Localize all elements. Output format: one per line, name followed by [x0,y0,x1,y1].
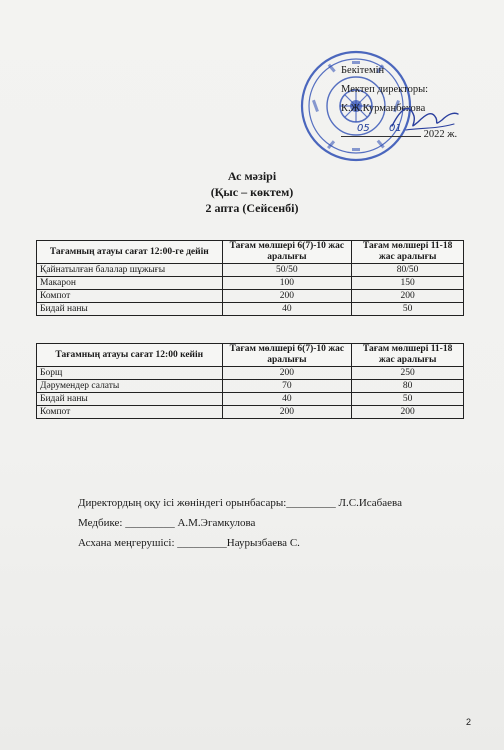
approval-position: Мектеп директоры: [341,84,429,95]
dish-name: Компот [37,290,223,303]
dish-name: Бидай наны [37,393,223,406]
portion-6-10: 200 [222,290,352,303]
approval-name: К.Ж.Курманбекова [341,103,426,114]
title-line-1: Ас мәзірі [227,169,277,183]
title-line-3: 2 апта (Сейсенбі) [205,201,299,215]
nurse-line: Медбике: _________ А.М.Эгамкулова [78,517,256,529]
after-noon-menu-table [36,343,464,419]
table-header-row [37,344,464,367]
header-dish-name: Тағамның атауы сағат 12:00 кейін [37,344,223,367]
menu-title [0,168,504,216]
portion-6-10: 70 [222,380,352,393]
portion-6-10: 50/50 [222,264,352,277]
portion-11-18: 150 [352,277,464,290]
dish-name: Борщ [37,367,223,380]
portion-11-18: 50 [352,393,464,406]
portion-6-10: 200 [222,406,352,419]
date-blank [341,126,421,137]
date-month: 01 [389,123,402,134]
table-row [37,367,464,380]
portion-6-10: 40 [222,303,352,316]
portion-6-10: 200 [222,367,352,380]
approval-heading: Бекітемін [341,65,385,76]
portion-11-18: 200 [352,406,464,419]
table-row [37,264,464,277]
canteen-head-line: Асхана меңгерушісі: _________Наурызбаева С. [78,537,300,549]
date-day: 05 [357,123,370,134]
portion-11-18: 80 [352,380,464,393]
portion-6-10: 40 [222,393,352,406]
table-row [37,380,464,393]
portion-11-18: 80/50 [352,264,464,277]
table-row [37,303,464,316]
table-header-row [37,241,464,264]
title-line-2: (Қыс – көктем) [210,185,294,199]
before-noon-menu-table [36,240,464,316]
table-row [37,406,464,419]
header-portion-11-18: Тағам мөлшері 11-18 жас аралығы [352,344,464,367]
deputy-director-line: Директордың оқу ісі жөніндегі орынбасары:_________ Л.С.Исабаева [78,497,402,509]
page-number: 2 [466,717,472,727]
dish-name: Компот [37,406,223,419]
signatories-block [78,493,402,553]
portion-11-18: 50 [352,303,464,316]
portion-6-10: 100 [222,277,352,290]
approval-date [341,123,458,140]
table-row [37,277,464,290]
table-row [37,393,464,406]
dish-name: Қайнатылған балалар шұжығы [37,264,223,277]
table-row [37,290,464,303]
header-portion-6-10: Тағам мөлшері 6(7)-10 жас аралығы [222,241,352,264]
portion-11-18: 200 [352,290,464,303]
dish-name: Макарон [37,277,223,290]
header-portion-6-10: Тағам мөлшері 6(7)-10 жас аралығы [222,344,352,367]
portion-11-18: 250 [352,367,464,380]
header-dish-name: Тағамның атауы сағат 12:00-ге дейін [37,241,223,264]
dish-name: Бидай наны [37,303,223,316]
header-portion-11-18: Тағам мөлшері 11-18 жас аралығы [352,241,464,264]
dish-name: Дәрумендер салаты [37,380,223,393]
date-year: 2022 ж. [423,129,458,140]
